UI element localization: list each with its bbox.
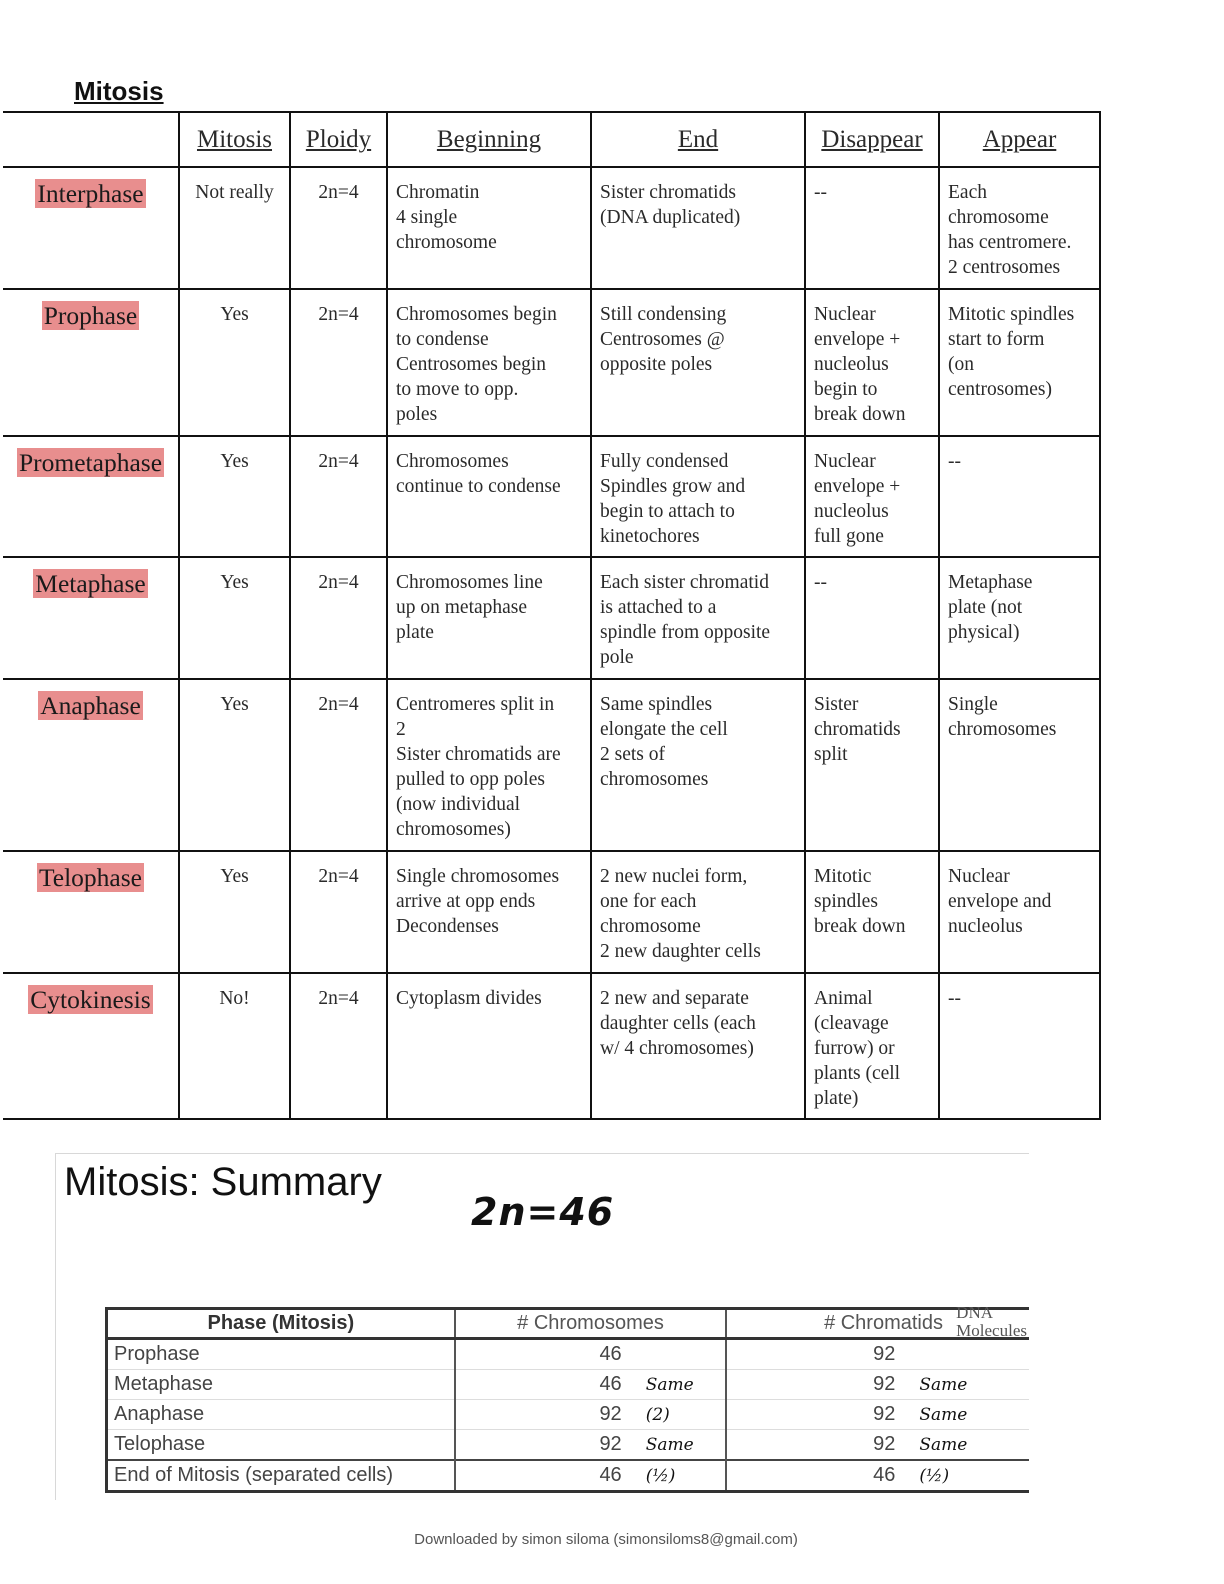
summary-phase-cell: Prophase: [107, 1339, 455, 1370]
table-row: [107, 1400, 1030, 1430]
page-title: Mitosis: [74, 76, 164, 106]
phase-label: Anaphase: [40, 691, 141, 720]
chromosomes-cell: [455, 1370, 727, 1400]
ploidy-cell: 2n=4: [290, 557, 387, 679]
table-row: [107, 1430, 1030, 1461]
disappear-cell: Nuclear envelope + nucleolus full gone: [805, 436, 939, 557]
table-row: [3, 851, 1100, 973]
chromosomes-value: 46: [599, 1373, 622, 1395]
summary-phase-cell: End of Mitosis (separated cells): [107, 1460, 455, 1492]
end-cell: Fully condensed Spindles grow and begin to attach to kinetochores: [591, 436, 805, 557]
table-row: [107, 1370, 1030, 1400]
phase-cell: [3, 851, 179, 973]
chromosomes-note: (2): [645, 1405, 670, 1425]
table-row: [107, 1339, 1030, 1370]
chromatids-note: Same: [919, 1435, 968, 1455]
appear-cell: Single chromosomes: [939, 679, 1100, 851]
disappear-cell: Mitotic spindles break down: [805, 851, 939, 973]
disappear-cell: --: [805, 167, 939, 289]
chromatids-value: 46: [873, 1464, 896, 1486]
beginning-cell: Chromosomes line up on metaphase plate: [387, 557, 591, 679]
chromatids-value: 92: [873, 1403, 896, 1425]
beginning-cell: Cytoplasm divides: [387, 973, 591, 1119]
ploidy-cell: 2n=4: [290, 851, 387, 973]
chromosomes-cell: [455, 1400, 727, 1430]
phase-cell: [3, 436, 179, 557]
phase-label: Metaphase: [35, 569, 146, 598]
phase-cell: [3, 289, 179, 436]
mitosis-cell: Yes: [179, 289, 290, 436]
phase-cell: [3, 557, 179, 679]
download-footer: Downloaded by simon siloma (simonsiloms8@gmail.com): [414, 1531, 798, 1548]
chromatids-cell: [726, 1339, 1029, 1370]
appear-cell: Metaphase plate (not physical): [939, 557, 1100, 679]
chromosomes-note: Same: [645, 1435, 694, 1455]
beginning-cell: Centromeres split in 2 Sister chromatids are pulled to opp poles (now individual chromosomes): [387, 679, 591, 851]
table-row: [3, 973, 1100, 1119]
header-corner: [3, 112, 179, 167]
beginning-cell: Chromosomes continue to condense: [387, 436, 591, 557]
phase-cell: [3, 679, 179, 851]
phase-label: Prophase: [43, 301, 138, 330]
mitosis-cell: Yes: [179, 557, 290, 679]
appear-cell: Nuclear envelope and nucleolus: [939, 851, 1100, 973]
disappear-cell: Sister chromatids split: [805, 679, 939, 851]
appear-cell: --: [939, 973, 1100, 1119]
mitosis-phases-table: [3, 111, 1101, 1120]
chromatids-cell: [726, 1370, 1029, 1400]
ploidy-cell: 2n=4: [290, 167, 387, 289]
header-beginning: Beginning: [387, 112, 591, 167]
mitosis-cell: Not really: [179, 167, 290, 289]
phase-label: Telophase: [38, 863, 142, 892]
table-row: [107, 1460, 1030, 1492]
appear-cell: Each chromosome has centromere. 2 centrosomes: [939, 167, 1100, 289]
phase-cell: [3, 167, 179, 289]
chromatids-cell: [726, 1400, 1029, 1430]
table-row: [3, 436, 1100, 557]
summary-header-row: [107, 1309, 1030, 1339]
handwritten-note: 2n=46: [471, 1190, 615, 1234]
chromatids-cell: [726, 1460, 1029, 1492]
header-chromatids-label: # Chromatids: [824, 1312, 943, 1334]
mitosis-cell: Yes: [179, 679, 290, 851]
phase-label: Prometaphase: [18, 448, 163, 477]
header-end: End: [591, 112, 805, 167]
summary-phase-cell: Telophase: [107, 1430, 455, 1461]
phase-cell: [3, 973, 179, 1119]
disappear-cell: --: [805, 557, 939, 679]
ploidy-cell: 2n=4: [290, 973, 387, 1119]
table-row: [3, 557, 1100, 679]
chromosomes-note: (½): [645, 1466, 676, 1486]
mitosis-cell: Yes: [179, 436, 290, 557]
header-dna-molecules: DNA Molecules: [956, 1303, 1027, 1340]
chromatids-value: 92: [873, 1433, 896, 1455]
chromosomes-value: 92: [599, 1433, 622, 1455]
appear-cell: Mitotic spindles start to form (on centrosomes): [939, 289, 1100, 436]
chromatids-cell: [726, 1430, 1029, 1461]
header-phase: Phase (Mitosis): [107, 1309, 455, 1339]
header-chromatids: [726, 1303, 1029, 1340]
phase-label: Cytokinesis: [30, 985, 151, 1014]
chromosomes-value: 46: [599, 1343, 622, 1365]
summary-phase-cell: Anaphase: [107, 1400, 455, 1430]
ploidy-cell: 2n=4: [290, 679, 387, 851]
chromatids-note: Same: [919, 1375, 968, 1395]
phase-label: Interphase: [37, 179, 144, 208]
summary-title: Mitosis: Summary: [64, 1160, 382, 1204]
end-cell: Same spindles elongate the cell 2 sets of chromosomes: [591, 679, 805, 851]
chromosomes-value: 46: [599, 1464, 622, 1486]
summary-phase-cell: Metaphase: [107, 1370, 455, 1400]
end-cell: Each sister chromatid is attached to a spindle from opposite pole: [591, 557, 805, 679]
beginning-cell: Chromosomes begin to condense Centrosomes begin to move to opp. poles: [387, 289, 591, 436]
header-chromosomes: # Chromosomes: [455, 1309, 727, 1339]
mitosis-cell: No!: [179, 973, 290, 1119]
end-cell: Sister chromatids (DNA duplicated): [591, 167, 805, 289]
chromatids-note: Same: [919, 1405, 968, 1425]
disappear-cell: Nuclear envelope + nucleolus begin to break down: [805, 289, 939, 436]
beginning-cell: Single chromosomes arrive at opp ends Decondenses: [387, 851, 591, 973]
header-mitosis: Mitosis: [179, 112, 290, 167]
chromatids-value: 92: [873, 1343, 896, 1365]
summary-panel: [55, 1153, 1029, 1500]
mitosis-cell: Yes: [179, 851, 290, 973]
ploidy-cell: 2n=4: [290, 289, 387, 436]
chromosomes-value: 92: [599, 1403, 622, 1425]
header-ploidy: Ploidy: [290, 112, 387, 167]
end-cell: Still condensing Centrosomes @ opposite poles: [591, 289, 805, 436]
end-cell: 2 new nuclei form, one for each chromosome 2 new daughter cells: [591, 851, 805, 973]
beginning-cell: Chromatin 4 single chromosome: [387, 167, 591, 289]
table-row: [3, 289, 1100, 436]
chromosomes-note: Same: [645, 1375, 694, 1395]
appear-cell: --: [939, 436, 1100, 557]
ploidy-cell: 2n=4: [290, 436, 387, 557]
table-row: [3, 167, 1100, 289]
end-cell: 2 new and separate daughter cells (each w/ 4 chromosomes): [591, 973, 805, 1119]
table-row: [3, 679, 1100, 851]
header-appear: Appear: [939, 112, 1100, 167]
header-disappear: Disappear: [805, 112, 939, 167]
chromatids-note: (½): [919, 1466, 950, 1486]
summary-table: [105, 1303, 1029, 1493]
chromatids-value: 92: [873, 1373, 896, 1395]
chromosomes-cell: [455, 1430, 727, 1461]
chromosomes-cell: [455, 1339, 727, 1370]
table-header-row: [3, 112, 1100, 167]
chromosomes-cell: [455, 1460, 727, 1492]
disappear-cell: Animal (cleavage furrow) or plants (cell plate): [805, 973, 939, 1119]
